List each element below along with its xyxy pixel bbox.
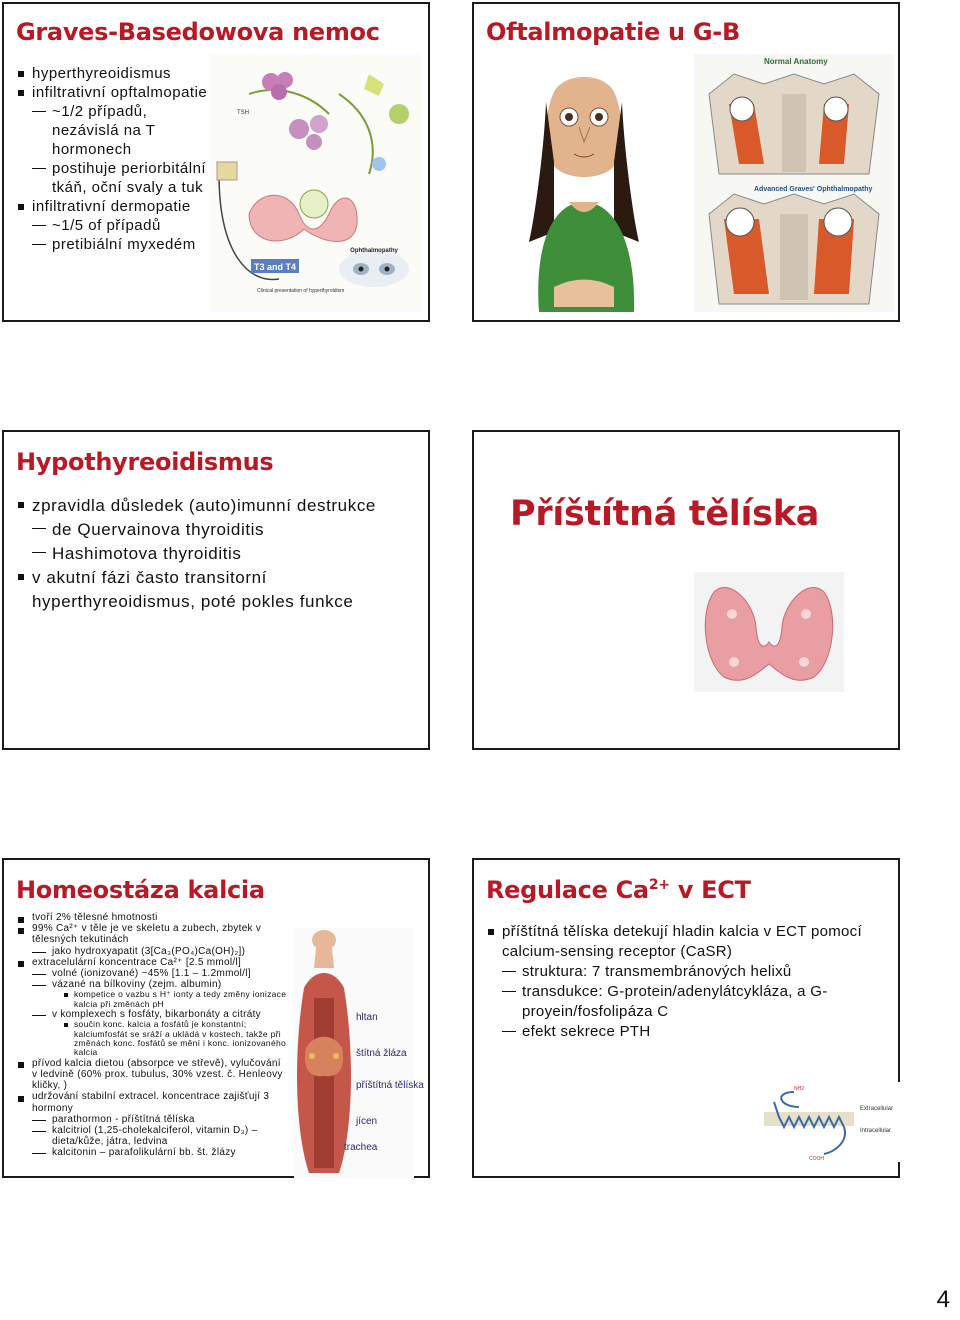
sub-bullet-item: parathormon - příštítná tělíska — [16, 1114, 288, 1125]
bullet-list — [16, 912, 288, 1159]
sub-bullet-item: ~1/2 případů, nezávislá na T hormonech — [16, 102, 212, 159]
orbit-anatomy-diagram — [694, 54, 894, 312]
fig-label-esophagus: jícen — [356, 1116, 378, 1127]
page-number: 4 — [936, 1286, 950, 1313]
bullet-item: hyperthyreoidismus — [16, 64, 212, 83]
sub-bullet-item: transdukce: G-protein/adenylátcykláza, a G-proyein/fosfolipáza C — [486, 982, 886, 1022]
sub-bullet-item: v komplexech s fosfáty, bikarbonáty a citráty — [16, 1009, 288, 1020]
slide-graves — [2, 2, 430, 322]
slide-title: Oftalmopatie u G-B — [486, 18, 740, 46]
bullet-item: extracelulární koncentrace Ca²⁺ [2.5 mmol/l] — [16, 957, 288, 968]
sub-bullet-item: efekt sekrece PTH — [486, 1022, 886, 1042]
slide-hypothyroidism — [2, 430, 430, 750]
ophthalmopathy-label: Ophthalmopathy — [350, 248, 398, 254]
fig-label-pharynx: hltan — [356, 1012, 378, 1023]
bullet-list — [16, 494, 426, 614]
mona-lisa-illustration — [524, 72, 644, 312]
title-main: Regulace Ca — [486, 876, 649, 904]
clinical-label: Clinical presentation of hyperthyroidism — [257, 288, 345, 294]
slide-title: Příštítná tělíska — [510, 494, 820, 534]
sub-bullet-item: postihuje periorbitální tkáň, oční svaly a tuk — [16, 159, 212, 197]
bullet-item: 99% Ca²⁺ v těle je ve skeletu a zubech, zbytek v tělesných tekutinách — [16, 923, 288, 945]
fig-label-parathyroid: příštítná tělíska — [356, 1080, 424, 1091]
sub-bullet-item: součin konc. kalcia a fosfátů je konstantní; kalciumfosfát se sráží a ukládá v kostech, takže při změnách konc. fosfátů se mění i konc. ionizovaného kalcia — [16, 1020, 288, 1057]
neck-anatomy-illustration — [294, 928, 424, 1178]
normal-anatomy-label: Normal Anatomy — [764, 57, 828, 66]
bullet-item: udržování stabilní extracel. koncentrace zajišťují 3 hormony — [16, 1091, 288, 1113]
sub-bullet-item: struktura: 7 transmembránových helixů — [486, 962, 886, 982]
bullet-item: zpravidla důsledek (auto)imunní destrukce — [16, 494, 426, 518]
tsh-label: TSH — [237, 110, 249, 116]
bullet-item: přívod kalcia dietou (absorpce ve střevě), vylučování v ledvině (60% prox. tubulus, 30% vzest. č. Henleovy kličky, ) — [16, 1058, 288, 1092]
bullet-item: tvoří 2% tělesné hmotnosti — [16, 912, 288, 923]
bullet-list — [486, 922, 886, 1042]
extracellular-label: Extracellular — [860, 1106, 894, 1112]
thyroid-gland-illustration — [694, 572, 844, 692]
intracellular-label: Intracellular — [860, 1128, 892, 1134]
sub-bullet-item: kompetice o vazbu s H⁺ ionty a tedy změny ionizace kalcia při změnách pH — [16, 990, 288, 1009]
bullet-item: příštítná tělíska detekují hladin kalcia v ECT pomocí calcium-sensing receptor (CaSR) — [486, 922, 886, 962]
fig-label-trachea: trachea — [344, 1142, 378, 1153]
sub-bullet-item: kalcitriol (1,25-cholekalciferol, vitamin D₃) – dieta/kůže, játra, ledvina — [16, 1125, 288, 1147]
bullet-item: v akutní fázi často transitorní hyperthyreoidismus, poté pokles funkce — [16, 566, 426, 614]
casr-receptor-diagram — [764, 1082, 904, 1162]
sub-bullet-item: de Quervainova thyroiditis — [16, 518, 426, 542]
slide-title — [486, 876, 751, 904]
t3t4-label: T3 and T4 — [253, 262, 297, 272]
slide-parathyroid — [472, 430, 900, 750]
sub-bullet-item: pretibiální myxedém — [16, 235, 212, 254]
sub-bullet-item: vázané na bílkoviny (zejm. albumin) — [16, 979, 288, 990]
advanced-graves-label: Advanced Graves' Ophthalmopathy — [754, 186, 873, 193]
sub-bullet-item: volné (ionizované) ~45% [1.1 – 1.2mmol/l] — [16, 968, 288, 979]
nh2-label: NH2 — [794, 1086, 805, 1092]
slide-calcium-homeostasis — [2, 858, 430, 1178]
sub-bullet-item: ~1/5 of případů — [16, 216, 212, 235]
sub-bullet-item: jako hydroxyapatit (3[Ca₃(PO₄)Ca(OH)₂]) — [16, 946, 288, 957]
fig-label-thyroid: štítná žláza — [356, 1048, 407, 1059]
graves-pathogenesis-diagram — [209, 54, 421, 312]
slide-title: Hypothyreoidismus — [16, 448, 274, 476]
slide-title: Homeostáza kalcia — [16, 876, 265, 904]
sub-bullet-item: Hashimotova thyroiditis — [16, 542, 426, 566]
slide-title: Graves-Basedowova nemoc — [16, 18, 380, 46]
title-superscript: 2+ — [648, 877, 670, 893]
bullet-item: infiltrativní opftalmopatie — [16, 83, 212, 102]
bullet-item: infiltrativní dermopatie — [16, 197, 212, 216]
slide-ophthalmopathy — [472, 2, 900, 322]
bullet-list — [16, 64, 212, 254]
slide-calcium-regulation — [472, 858, 900, 1178]
title-tail: v ECT — [669, 876, 751, 904]
cooh-label: COOH — [809, 1156, 824, 1162]
sub-bullet-item: kalcitonin – parafolikulární bb. št. žlázy — [16, 1147, 288, 1158]
